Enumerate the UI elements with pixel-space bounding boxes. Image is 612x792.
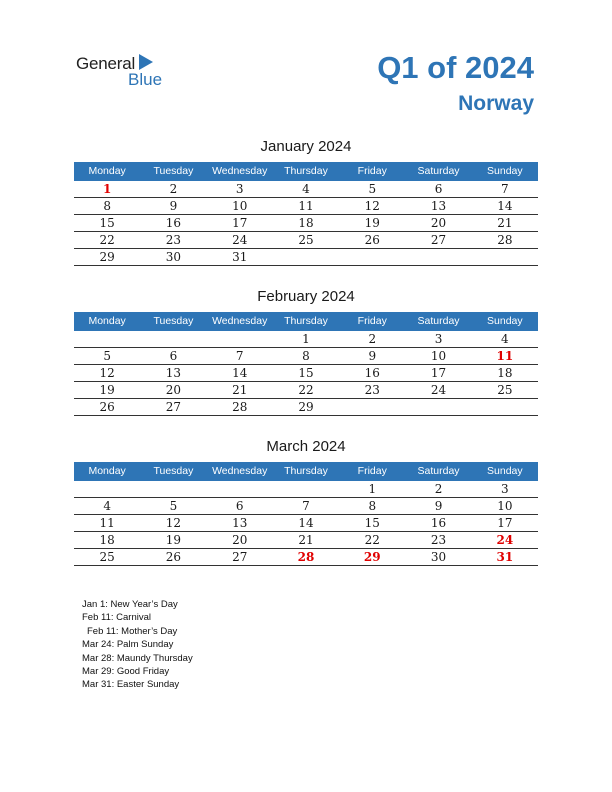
page-title: Q1 of 2024	[377, 50, 534, 85]
weekday-label: Thursday	[284, 465, 328, 477]
day-cell	[472, 399, 538, 415]
day-cell	[339, 399, 405, 415]
week-row	[74, 365, 538, 382]
day-cell: 1	[102, 182, 112, 196]
day-cell: 3	[235, 182, 244, 196]
day-cell: 9	[434, 499, 443, 513]
day-cell: 17	[430, 366, 447, 380]
day-cell: 25	[497, 383, 513, 397]
day-cell: 16	[165, 216, 182, 230]
day-cell: 7	[501, 182, 509, 196]
holiday-item: Mar 24: Palm Sunday	[82, 639, 174, 651]
day-cell: 11	[496, 349, 514, 363]
weekday-label: Monday	[88, 315, 126, 327]
day-cell: 8	[302, 349, 310, 363]
day-cell: 7	[302, 499, 310, 513]
week-row	[74, 498, 538, 515]
weekday-label: Sunday	[487, 165, 523, 177]
day-cell: 5	[368, 182, 377, 196]
day-cell: 2	[434, 482, 443, 496]
day-cell: 2	[169, 182, 178, 196]
weekday-label: Monday	[88, 465, 126, 477]
month-title: February 2024	[257, 288, 355, 305]
week-row	[74, 382, 538, 399]
holiday-item: Feb 11: Carnival	[82, 612, 151, 624]
day-cell: 15	[99, 216, 115, 230]
day-cell	[74, 481, 140, 497]
day-cell: 28	[297, 550, 315, 564]
month-weeks	[74, 181, 538, 266]
week-row	[74, 515, 538, 532]
day-cell: 31	[232, 250, 248, 264]
day-cell: 25	[99, 550, 115, 564]
day-cell: 3	[501, 482, 509, 496]
day-cell	[472, 249, 538, 265]
day-cell: 22	[364, 533, 380, 547]
weekday-label: Friday	[357, 165, 387, 177]
day-cell: 31	[496, 550, 514, 564]
brand-logo	[76, 54, 186, 90]
day-cell: 14	[298, 516, 314, 530]
week-row	[74, 215, 538, 232]
day-cell: 21	[232, 383, 248, 397]
day-cell	[140, 331, 206, 347]
month-calendar-january	[74, 138, 538, 266]
brand-name-blue: Blue	[128, 70, 163, 89]
day-cell: 23	[430, 533, 447, 547]
day-cell: 15	[298, 366, 314, 380]
day-cell: 6	[169, 349, 178, 363]
weekday-header	[74, 162, 538, 181]
day-cell: 23	[165, 233, 182, 247]
day-cell: 7	[235, 349, 244, 363]
day-cell: 29	[298, 400, 314, 414]
weekday-label: Saturday	[417, 315, 460, 327]
day-cell: 14	[497, 199, 513, 213]
day-cell: 26	[165, 550, 182, 564]
weekday-header	[74, 312, 538, 331]
day-cell	[273, 249, 339, 265]
week-row	[74, 399, 538, 416]
day-cell: 6	[434, 182, 443, 196]
day-cell: 30	[430, 550, 447, 564]
day-cell: 10	[232, 199, 248, 213]
day-cell: 1	[302, 332, 310, 346]
day-cell: 17	[232, 216, 248, 230]
day-cell: 15	[364, 516, 380, 530]
week-row	[74, 232, 538, 249]
weekday-label: Thursday	[284, 165, 328, 177]
week-row	[74, 348, 538, 365]
week-row	[74, 481, 538, 498]
day-cell: 24	[430, 383, 447, 397]
day-cell: 24	[232, 233, 248, 247]
month-weeks	[74, 481, 538, 566]
day-cell: 11	[298, 199, 314, 213]
day-cell: 16	[430, 516, 447, 530]
day-cell: 24	[496, 533, 514, 547]
day-cell: 12	[165, 516, 182, 530]
day-cell: 22	[298, 383, 314, 397]
weekday-label: Wednesday	[212, 465, 268, 477]
day-cell: 30	[165, 250, 182, 264]
weekday-label: Saturday	[417, 165, 460, 177]
month-calendar-march	[74, 438, 538, 566]
day-cell	[339, 249, 405, 265]
weekday-label: Tuesday	[153, 465, 194, 477]
day-cell: 26	[99, 400, 115, 414]
weekday-label: Friday	[357, 315, 387, 327]
month-weeks	[74, 331, 538, 416]
day-cell: 19	[165, 533, 182, 547]
day-cell: 28	[497, 233, 513, 247]
day-cell: 9	[368, 349, 377, 363]
day-cell	[273, 481, 339, 497]
day-cell: 20	[232, 533, 248, 547]
day-cell: 13	[232, 516, 248, 530]
day-cell	[405, 399, 471, 415]
day-cell: 18	[298, 216, 314, 230]
day-cell: 6	[235, 499, 244, 513]
day-cell: 21	[497, 216, 513, 230]
week-row	[74, 198, 538, 215]
day-cell: 14	[232, 366, 248, 380]
day-cell: 27	[430, 233, 447, 247]
day-cell: 5	[103, 349, 111, 363]
weekday-label: Tuesday	[153, 165, 194, 177]
day-cell: 8	[368, 499, 377, 513]
day-cell: 13	[165, 366, 182, 380]
day-cell: 10	[430, 349, 447, 363]
day-cell: 12	[99, 366, 115, 380]
weekday-label: Tuesday	[153, 315, 194, 327]
week-row	[74, 181, 538, 198]
day-cell: 4	[501, 332, 509, 346]
day-cell: 11	[99, 516, 115, 530]
holiday-item: Feb 11: Mother’s Day	[87, 625, 178, 637]
holiday-item: Mar 28: Maundy Thursday	[82, 652, 193, 664]
logo-flag-icon	[139, 54, 153, 70]
day-cell: 8	[103, 199, 111, 213]
holiday-list	[82, 598, 193, 692]
day-cell: 28	[232, 400, 248, 414]
week-row	[74, 249, 538, 266]
day-cell: 25	[298, 233, 314, 247]
day-cell: 19	[364, 216, 380, 230]
holiday-item: Mar 29: Good Friday	[82, 665, 170, 677]
day-cell: 16	[364, 366, 380, 380]
country-name: Norway	[458, 92, 534, 115]
day-cell: 4	[302, 182, 310, 196]
day-cell	[405, 249, 471, 265]
day-cell: 21	[298, 533, 314, 547]
day-cell	[74, 331, 140, 347]
day-cell: 29	[99, 250, 115, 264]
weekday-header	[74, 462, 538, 481]
day-cell: 10	[497, 499, 513, 513]
weekday-label: Saturday	[417, 465, 460, 477]
day-cell	[207, 331, 273, 347]
holiday-item: Jan 1: New Year’s Day	[82, 599, 178, 610]
weekday-label: Thursday	[284, 315, 328, 327]
weekday-label: Wednesday	[212, 315, 268, 327]
brand-name-general: General	[76, 54, 136, 73]
day-cell: 22	[99, 233, 115, 247]
day-cell: 2	[368, 332, 377, 346]
day-cell: 26	[364, 233, 380, 247]
week-row	[74, 331, 538, 348]
day-cell: 29	[363, 550, 381, 564]
weekday-label: Wednesday	[212, 165, 268, 177]
holiday-item: Mar 31: Easter Sunday	[82, 679, 180, 691]
day-cell: 18	[497, 366, 513, 380]
day-cell: 27	[165, 400, 182, 414]
weekday-label: Sunday	[487, 465, 523, 477]
week-row	[74, 532, 538, 549]
day-cell: 3	[434, 332, 443, 346]
weekday-label: Monday	[88, 165, 126, 177]
day-cell	[207, 481, 273, 497]
day-cell: 20	[165, 383, 182, 397]
day-cell: 13	[430, 199, 447, 213]
day-cell: 20	[430, 216, 447, 230]
week-row	[74, 549, 538, 566]
day-cell: 9	[169, 199, 178, 213]
day-cell	[140, 481, 206, 497]
day-cell: 18	[99, 533, 115, 547]
day-cell: 17	[497, 516, 513, 530]
weekday-label: Friday	[357, 465, 387, 477]
day-cell: 23	[364, 383, 380, 397]
day-cell: 19	[99, 383, 115, 397]
day-cell: 1	[368, 482, 377, 496]
day-cell: 5	[169, 499, 178, 513]
day-cell: 12	[364, 199, 380, 213]
weekday-label: Sunday	[487, 315, 523, 327]
month-calendar-february	[74, 288, 538, 416]
month-title: January 2024	[260, 138, 352, 155]
day-cell: 27	[232, 550, 248, 564]
month-title: March 2024	[266, 438, 346, 455]
day-cell: 4	[103, 499, 111, 513]
